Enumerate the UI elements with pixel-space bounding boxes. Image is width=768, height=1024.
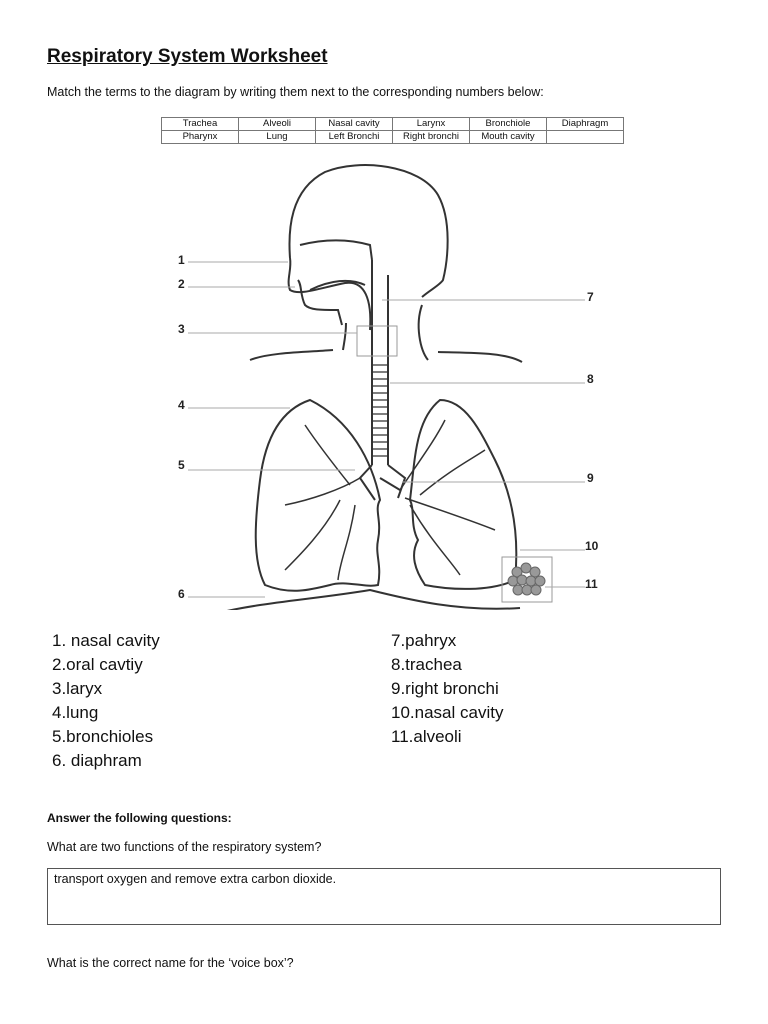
diagram-label: 1 (178, 253, 185, 267)
term-cell: Bronchiole (470, 118, 547, 131)
answers-right (391, 629, 503, 749)
head-outline (289, 165, 447, 297)
page-title: Respiratory System Worksheet (47, 46, 328, 67)
term-cell: Nasal cavity (316, 118, 393, 131)
neck-back (419, 305, 428, 360)
diagram-label: 10 (585, 539, 599, 553)
table-row (162, 118, 624, 131)
neck-front (343, 323, 346, 350)
answers-left (52, 629, 160, 773)
answer-item: 5.bronchioles (52, 727, 154, 746)
diaphragm (210, 590, 520, 610)
answer-item: 7.pahryx (391, 631, 457, 650)
term-cell: Left Bronchi (316, 131, 393, 144)
answer-item: 6. diaphram (52, 751, 142, 770)
nasal-cavity (300, 240, 372, 260)
questions-heading: Answer the following questions: (47, 811, 232, 825)
answer-item: 4.lung (52, 703, 99, 722)
diagram-label: 11 (585, 577, 598, 591)
answer-1-box[interactable] (47, 868, 721, 925)
diagram-label: 5 (178, 458, 185, 472)
table-row (162, 131, 624, 144)
term-cell: Right bronchi (393, 131, 470, 144)
diagram-label: 4 (178, 398, 185, 412)
question-2: What is the correct name for the ‘voice box’? (47, 956, 294, 970)
bronchi (360, 465, 405, 500)
term-cell: Trachea (162, 118, 239, 131)
answer-item: 8.trachea (391, 655, 462, 674)
diagram-label: 9 (587, 471, 594, 485)
diagram-label: 3 (178, 322, 185, 336)
term-cell: Pharynx (162, 131, 239, 144)
terms-table (161, 117, 624, 144)
term-cell (547, 131, 624, 144)
instructions: Match the terms to the diagram by writing them next to the corresponding numbers below: (47, 85, 544, 99)
alveoli-cluster (508, 563, 545, 595)
right-lung (410, 400, 516, 589)
diagram-label: 7 (587, 290, 594, 304)
trachea-rings (372, 365, 388, 456)
mouth (298, 280, 342, 325)
answer-item: 10.nasal cavity (391, 703, 504, 722)
term-cell: Larynx (393, 118, 470, 131)
answer-item: 3.laryx (52, 679, 103, 698)
bronchiole-branches (285, 420, 495, 580)
label-lines (188, 262, 585, 597)
left-lung (256, 400, 380, 591)
larynx-box (357, 326, 397, 356)
shoulder-right (438, 352, 522, 362)
diagram-label: 8 (587, 372, 594, 386)
term-cell: Mouth cavity (470, 131, 547, 144)
answer-item: 11.alveoli (391, 727, 462, 746)
answer-item: 9.right bronchi (391, 679, 499, 698)
diagram-label: 6 (178, 587, 185, 601)
shoulder-left (250, 350, 333, 360)
answer-item: 1. nasal cavity (52, 631, 160, 650)
term-cell: Lung (239, 131, 316, 144)
question-1: What are two functions of the respiratory system? (47, 840, 322, 854)
diagram-label: 2 (178, 277, 185, 291)
respiratory-diagram (160, 160, 610, 610)
pharynx (372, 260, 388, 465)
term-cell: Diaphragm (547, 118, 624, 131)
answer-item: 2.oral cavtiy (52, 655, 143, 674)
term-cell: Alveoli (239, 118, 316, 131)
answer-1-text: transport oxygen and remove extra carbon dioxide. (54, 872, 337, 886)
